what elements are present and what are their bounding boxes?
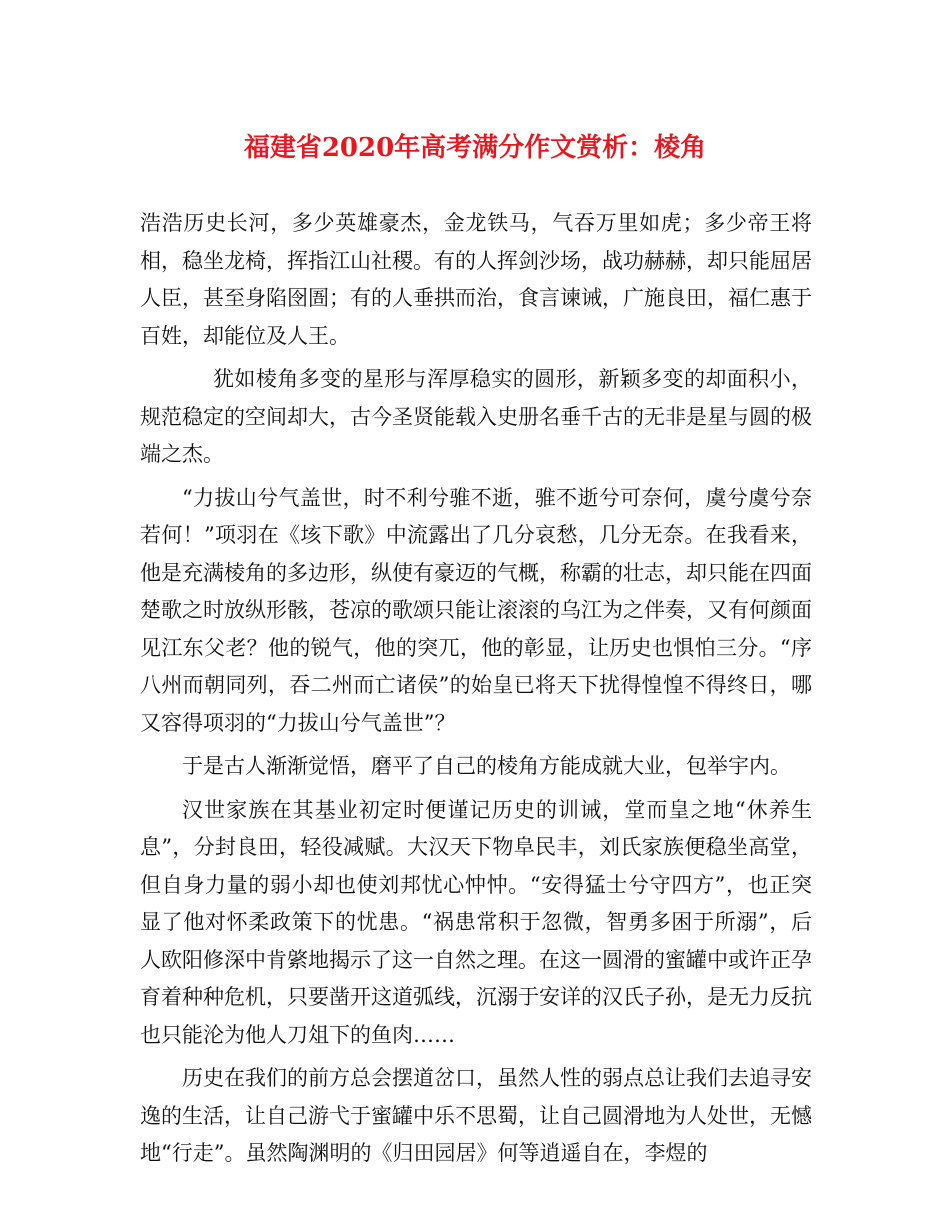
paragraph-2: 犹如棱角多变的星形与浑厚稳实的圆形，新颖多变的却面积小，规范稳定的空间却大，古今圣贤能载入史册名垂千古的无非是星与圆的极端之杰。 (140, 367, 812, 466)
document-body (140, 205, 812, 1173)
document-title: 福建省2020年高考满分作文赏析：棱角 (243, 133, 707, 163)
paragraph-3: “力拔山兮气盖世，时不利兮骓不逝，骓不逝兮可奈何，虞兮虞兮奈若何！”项羽在《垓下歌》中流露出了几分哀愁，几分无奈。在我看来，他是充满棱角的多边形，纵使有豪迈的气概，称霸的壮志，却只能在四面楚歌之时放纵形骸，苍凉的歌颂只能让滚滚的乌江为之伴奏，又有何颜面见江东父老？他的锐气，他的突兀，他的彰显，让历史也惧怕三分。“序八州而朝同列，吞二州而亡诸侯”的始皇已将天下扰得惶惶不得终日，哪又容得项羽的“力拔山兮气盖世”？ (140, 485, 812, 735)
paragraph-4: 于是古人渐渐觉悟，磨平了自己的棱角方能成就大业，包举宇内。 (182, 754, 791, 778)
paragraph-5: 汉世家族在其基业初定时便谨记历史的训诫，堂而皇之地“休养生息”，分封良田，轻役减赋。大汉天下物阜民丰，刘氏家族便稳坐高堂，但自身力量的弱小却也使刘邦忧心忡忡。“安得猛士兮守四方”，也正突显了他对怀柔政策下的忧患。“祸患常积于忽微，智勇多困于所溺”，后人欧阳修深中肯綮地揭示了这一自然之理。在这一圆滑的蜜罐中或许正孕育着种种危机，只要凿开这道弧线，沉溺于安详的汉氏子孙，是无力反抗也只能沦为他人刀俎下的鱼肉…… (140, 797, 812, 1047)
paragraph-1: 浩浩历史长河，多少英雄豪杰，金龙铁马，气吞万里如虎；多少帝王将相，稳坐龙椅，挥指江山社稷。有的人挥剑沙场，战功赫赫，却只能屈居人臣，甚至身陷囹圄；有的人垂拱而治，食言谏诫，广施良田，福仁惠于百姓，却能位及人王。 (140, 211, 812, 348)
paragraph-6: 历史在我们的前方总会摆道岔口，虽然人性的弱点总让我们去追寻安逸的生活，让自己游弋于蜜罐中乐不思蜀，让自己圆滑地为人处世，无憾地“行走”。虽然陶渊明的《归田园居》何等逍遥自在，李煜的 (140, 1066, 812, 1165)
